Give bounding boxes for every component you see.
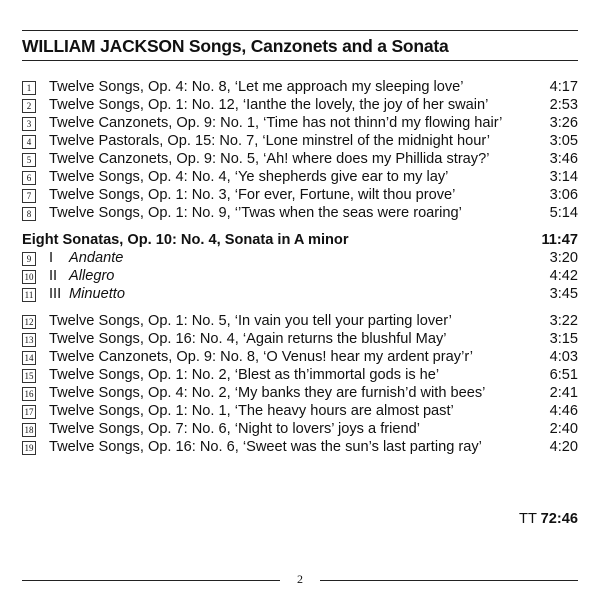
track-duration: 3:05	[549, 133, 578, 149]
track-number: 1	[22, 81, 36, 95]
track-number: 4	[22, 135, 36, 149]
track-duration: 4:46	[549, 403, 578, 419]
title-rule	[22, 60, 578, 61]
track-number: 7	[22, 189, 36, 203]
track-duration: 3:14	[549, 169, 578, 185]
track-title: Twelve Canzonets, Op. 9: No. 1, ‘Time has not thinn’d my flowing hair’	[49, 115, 503, 131]
track-row	[22, 96, 578, 114]
track-duration: 3:46	[549, 151, 578, 167]
track-row	[22, 114, 578, 132]
top-rule	[22, 30, 578, 31]
total-time	[519, 511, 578, 527]
movement-row	[22, 249, 578, 267]
track-number: 11	[22, 288, 36, 302]
track-row	[22, 312, 578, 330]
track-number: 8	[22, 207, 36, 221]
track-duration: 3:20	[549, 250, 578, 266]
track-number: 6	[22, 171, 36, 185]
movement-title: Minuetto	[69, 286, 125, 302]
track-title: Twelve Songs, Op. 1: No. 12, ‘Ianthe the lovely, the joy of her swain’	[49, 97, 489, 113]
track-title: Twelve Songs, Op. 1: No. 9, ‘’Twas when the seas were roaring’	[49, 205, 462, 221]
track-duration: 2:53	[549, 97, 578, 113]
track-row	[22, 204, 578, 222]
track-number: 15	[22, 369, 36, 383]
movement-title: Allegro	[69, 268, 115, 284]
track-duration: 2:41	[549, 385, 578, 401]
track-duration: 3:06	[549, 187, 578, 203]
track-duration: 4:17	[549, 79, 578, 95]
track-row	[22, 438, 578, 456]
movement-numeral: I	[49, 250, 54, 266]
track-row	[22, 384, 578, 402]
track-number: 12	[22, 315, 36, 329]
track-number: 18	[22, 423, 36, 437]
sonata-heading-row	[22, 231, 578, 249]
track-row	[22, 348, 578, 366]
track-title: Twelve Songs, Op. 1: No. 1, ‘The heavy hours are almost past’	[49, 403, 454, 419]
movement-row	[22, 267, 578, 285]
track-number: 10	[22, 270, 36, 284]
track-row	[22, 402, 578, 420]
movement-numeral: II	[49, 268, 58, 284]
track-duration: 4:20	[549, 439, 578, 455]
footer-rule-right	[320, 580, 578, 581]
sonata-duration: 11:47	[541, 232, 578, 248]
total-label: TT	[519, 511, 537, 527]
track-row	[22, 78, 578, 96]
track-title: Twelve Songs, Op. 4: No. 4, ‘Ye shepherds give ear to my lay’	[49, 169, 449, 185]
track-number: 2	[22, 99, 36, 113]
track-row	[22, 186, 578, 204]
track-number: 17	[22, 405, 36, 419]
track-title: Twelve Songs, Op. 16: No. 6, ‘Sweet was the sun’s last parting ray’	[49, 439, 482, 455]
sonata-movements	[22, 249, 578, 303]
sonata-heading: Eight Sonatas, Op. 10: No. 4, Sonata in A minor	[22, 232, 349, 248]
track-title: Twelve Songs, Op. 7: No. 6, ‘Night to lovers’ joys a friend’	[49, 421, 420, 437]
track-title: Twelve Canzonets, Op. 9: No. 5, ‘Ah! where does my Phillida stray?’	[49, 151, 490, 167]
track-duration: 3:26	[549, 115, 578, 131]
track-duration: 3:45	[549, 286, 578, 302]
track-list-group-2	[22, 312, 578, 456]
track-row	[22, 150, 578, 168]
page-title: WILLIAM JACKSON Songs, Canzonets and a Sonata	[22, 36, 449, 56]
track-row	[22, 420, 578, 438]
track-title: Twelve Pastorals, Op. 15: No. 7, ‘Lone minstrel of the midnight hour’	[49, 133, 491, 149]
track-title: Twelve Songs, Op. 4: No. 2, ‘My banks they are furnish’d with bees’	[49, 385, 486, 401]
track-row	[22, 330, 578, 348]
track-list-group-1	[22, 78, 578, 222]
sonata-section	[22, 231, 578, 303]
track-duration: 3:15	[549, 331, 578, 347]
track-title: Twelve Canzonets, Op. 9: No. 8, ‘O Venus! hear my ardent pray’r’	[49, 349, 473, 365]
track-duration: 4:42	[549, 268, 578, 284]
track-number: 19	[22, 441, 36, 455]
track-duration: 6:51	[549, 367, 578, 383]
movement-numeral: III	[49, 286, 62, 302]
track-row	[22, 168, 578, 186]
track-title: Twelve Songs, Op. 4: No. 8, ‘Let me approach my sleeping love’	[49, 79, 464, 95]
track-duration: 5:14	[549, 205, 578, 221]
track-number: 16	[22, 387, 36, 401]
track-title: Twelve Songs, Op. 1: No. 5, ‘In vain you tell your parting lover’	[49, 313, 452, 329]
track-title: Twelve Songs, Op. 1: No. 2, ‘Blest as th’immortal gods is he’	[49, 367, 440, 383]
movement-row	[22, 285, 578, 303]
track-title: Twelve Songs, Op. 1: No. 3, ‘For ever, Fortune, wilt thou prove’	[49, 187, 456, 203]
track-duration: 3:22	[549, 313, 578, 329]
track-title: Twelve Songs, Op. 16: No. 4, ‘Again returns the blushful May’	[49, 331, 447, 347]
track-row	[22, 366, 578, 384]
track-number: 3	[22, 117, 36, 131]
movement-title: Andante	[69, 250, 124, 266]
track-duration: 4:03	[549, 349, 578, 365]
total-value: 72:46	[540, 511, 578, 527]
track-number: 5	[22, 153, 36, 167]
track-number: 13	[22, 333, 36, 347]
track-number: 9	[22, 252, 36, 266]
track-duration: 2:40	[549, 421, 578, 437]
track-number: 14	[22, 351, 36, 365]
track-row	[22, 132, 578, 150]
page-number: 2	[297, 572, 303, 586]
